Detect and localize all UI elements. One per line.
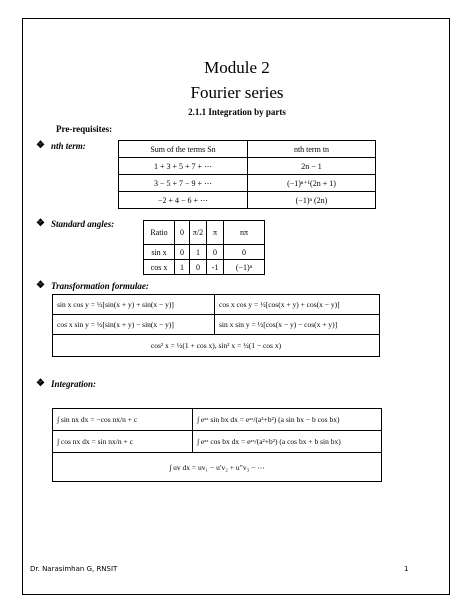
integration-box [52,408,382,482]
diamond-bullet-icon: ❖ [36,140,45,151]
formula-cell: ∫ eᵃˣ cos bx dx = eᵃˣ/(a²+b²) (a cos bx + b sin bx) [193,431,381,453]
diamond-bullet-icon: ❖ [36,218,45,229]
page-title: Fourier series [190,83,284,102]
table-cell: 0 [190,260,207,275]
formula-cell: cos² x = ½(1 + cos x), sin² x = ½(1 − cos x) [150,341,282,350]
section-heading: 2.1.1 Integration by parts [188,107,286,117]
table-cell: (−1)ⁿ⁺¹(2n + 1) [248,175,376,192]
bullet-label: Standard angles: [50,218,115,229]
page-number: 1 [404,565,409,573]
table-cell: 0 [224,245,265,260]
bullet-label: Integration: [50,378,96,389]
formula-cell: ∫ cos nx dx = sin nx/n + c [53,431,193,453]
diamond-bullet-icon: ❖ [36,378,45,389]
bullet-label: nth term: [50,140,86,151]
formula-cell: sin x sin y = ½[cos(x − y) − cos(x + y)] [215,315,379,335]
formula-cell: cos x cos y = ½[cos(x + y) + cos(x − y)] [215,295,379,315]
bullet-integration [36,378,96,389]
table-cell: (−1)ⁿ [224,260,265,275]
table-cell: cos x [144,260,175,275]
table-cell: 1 [175,260,190,275]
table-cell: 3 − 5 + 7 − 9 + ⋯ [119,175,248,192]
formula-cell: ∫ sin nx dx = −cos nx/n + c [53,409,193,431]
table-header: nth term tn [248,141,376,158]
table-header: π [207,221,224,245]
formula-cell: ∫ uv dx = uv₁ − u′v₂ + u′′v₃ − ⋯ [169,462,265,472]
table-header: Sum of the terms Sn [119,141,248,158]
table-header: 0 [175,221,190,245]
bullet-label: Transformation formulae: [50,280,149,291]
bullet-transformation [36,280,149,291]
standard-angles-table [143,220,265,275]
table-cell: sin x [144,245,175,260]
nth-term-table [118,140,376,209]
table-cell: -1 [207,260,224,275]
table-cell: 1 [190,245,207,260]
formula-cell: cos x sin y = ½[sin(x + y) − sin(x − y)] [53,315,215,335]
table-cell: (−1)ⁿ (2n) [248,192,376,209]
formula-cell: sin x cos y = ½[sin(x + y) + sin(x − y)] [53,295,215,315]
module-title: Module 2 [204,58,270,77]
diamond-bullet-icon: ❖ [36,280,45,291]
table-header: Ratio [144,221,175,245]
prerequisites-label: Pre-requisites: [56,124,113,134]
table-cell: 0 [207,245,224,260]
table-header: π/2 [190,221,207,245]
formula-cell: ∫ eᵃˣ sin bx dx = eᵃˣ/(a²+b²) (a sin bx − b cos bx) [193,409,381,431]
transformation-box [52,294,380,357]
table-cell: 1 + 3 + 5 + 7 + ⋯ [119,158,248,175]
table-cell: 0 [175,245,190,260]
table-cell: 2n − 1 [248,158,376,175]
table-header: nπ [224,221,265,245]
footer-author: Dr. Narasimhan G, RNSIT [30,565,118,573]
bullet-standard-angles [36,218,114,229]
bullet-nth-term [36,140,86,151]
table-cell: −2 + 4 − 6 + ⋯ [119,192,248,209]
